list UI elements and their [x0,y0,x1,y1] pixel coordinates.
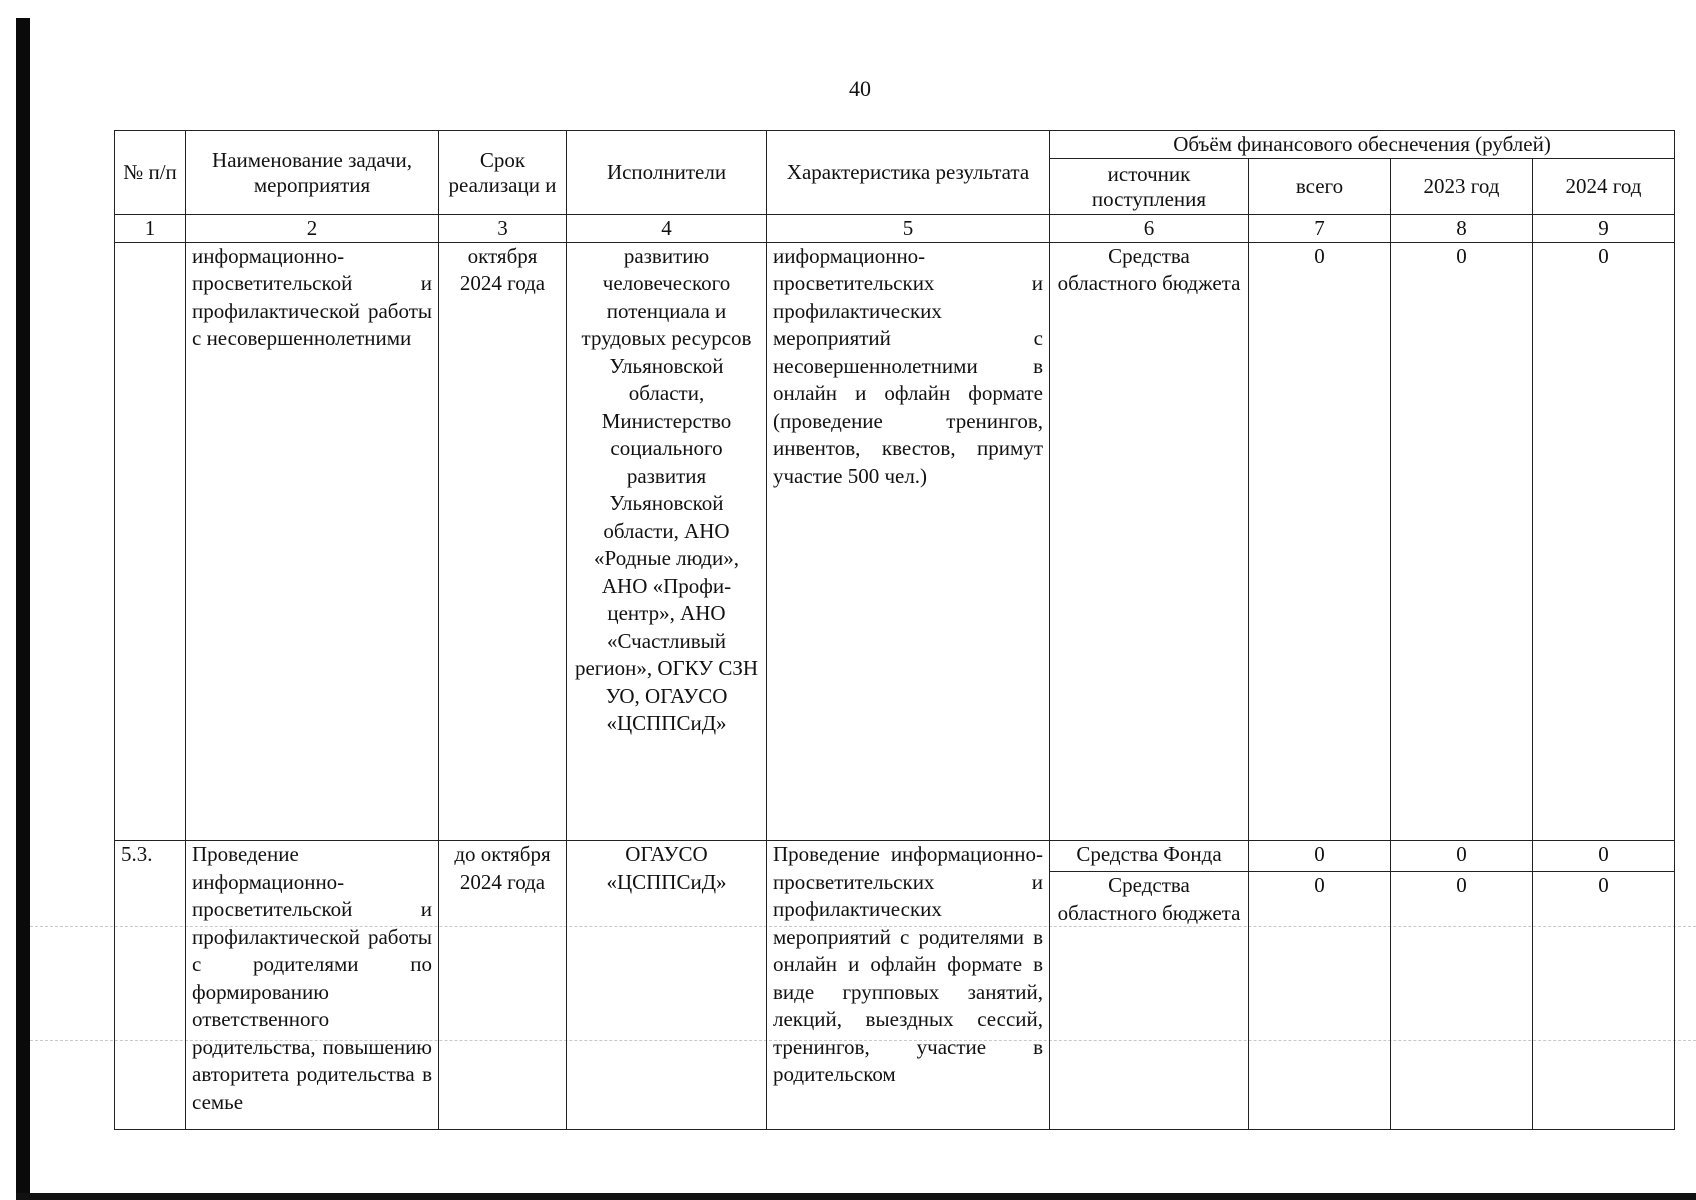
header-2024: 2024 год [1533,159,1675,215]
funding-2024-cell: 0 [1533,841,1675,872]
header-2023: 2023 год [1391,159,1533,215]
executors-cell: ОГАУСО «ЦСППСиД» [567,841,767,1130]
funding-total-cell: 0 [1249,242,1391,840]
funding-source-cell: Средства областного бюджета [1050,872,1249,1130]
header-term: Срок реализаци и [439,131,567,215]
header-executors: Исполнители [567,131,767,215]
header-total: всего [1249,159,1391,215]
task-cell: информационно-просветительской и профилактической работы с несовершеннолетними [186,242,439,840]
funding-2024-cell: 0 [1533,242,1675,840]
funding-2023-cell: 0 [1391,841,1533,872]
header-num: № п/п [115,131,186,215]
row-number [115,242,186,840]
header-result: Характеристика результата [767,131,1050,215]
column-number: 9 [1533,215,1675,243]
scan-edge-bottom [16,1193,1696,1200]
term-cell: октября 2024 года [439,242,567,840]
column-number: 2 [186,215,439,243]
executors-cell: развитию человеческого потенциала и трудовых ресурсов Ульяновской области, Министерство социального развития Ульяновской области, АНО «Родные люди», АНО «Профи-центр», АНО «Счастливый регион», ОГКУ СЗН УО, ОГАУСО «ЦСППСиД» [567,242,767,840]
funding-total-cell: 0 [1249,872,1391,1130]
column-number: 4 [567,215,767,243]
header-finance-group: Объём финансового обеснечения (рублей) [1050,131,1675,159]
funding-total-cell: 0 [1249,841,1391,872]
header-task: Наименование задачи, мероприятия [186,131,439,215]
column-number-row [115,215,1675,243]
row-number: 5.3. [115,841,186,1130]
scan-edge-left [16,18,30,1200]
task-cell: Проведение информационно-просветительской и профилактической работы с родителями по формированию ответственного родительства, повышению авторитета родительства в семье [186,841,439,1130]
funding-2023-cell: 0 [1391,872,1533,1130]
page-number: 40 [849,76,871,101]
term-cell: до октября 2024 года [439,841,567,1130]
plan-table [114,130,1675,1130]
funding-source-cell: Средства областного бюджета [1050,242,1249,840]
column-number: 7 [1249,215,1391,243]
table-row [115,841,1675,872]
header-source: источник поступления [1050,159,1249,215]
column-number: 6 [1050,215,1249,243]
result-cell: Проведение информационно-просветительских и профилактических мероприятий с родителями в онлайн и офлайн формате в виде групповых занятий, лекций, выездных сессий, тренингов, участие в родительском [767,841,1050,1130]
result-cell: ииформационно-просветительских и профилактических мероприятий с несовершеннолетними в онлайн и офлайн формате (проведение тренингов, инвентов, квестов, примут участие 500 чел.) [767,242,1050,840]
funding-source-cell: Средства Фонда [1050,841,1249,872]
column-number: 8 [1391,215,1533,243]
column-number: 5 [767,215,1050,243]
funding-2024-cell: 0 [1533,872,1675,1130]
table-row [115,242,1675,840]
funding-2023-cell: 0 [1391,242,1533,840]
column-number: 1 [115,215,186,243]
column-number: 3 [439,215,567,243]
